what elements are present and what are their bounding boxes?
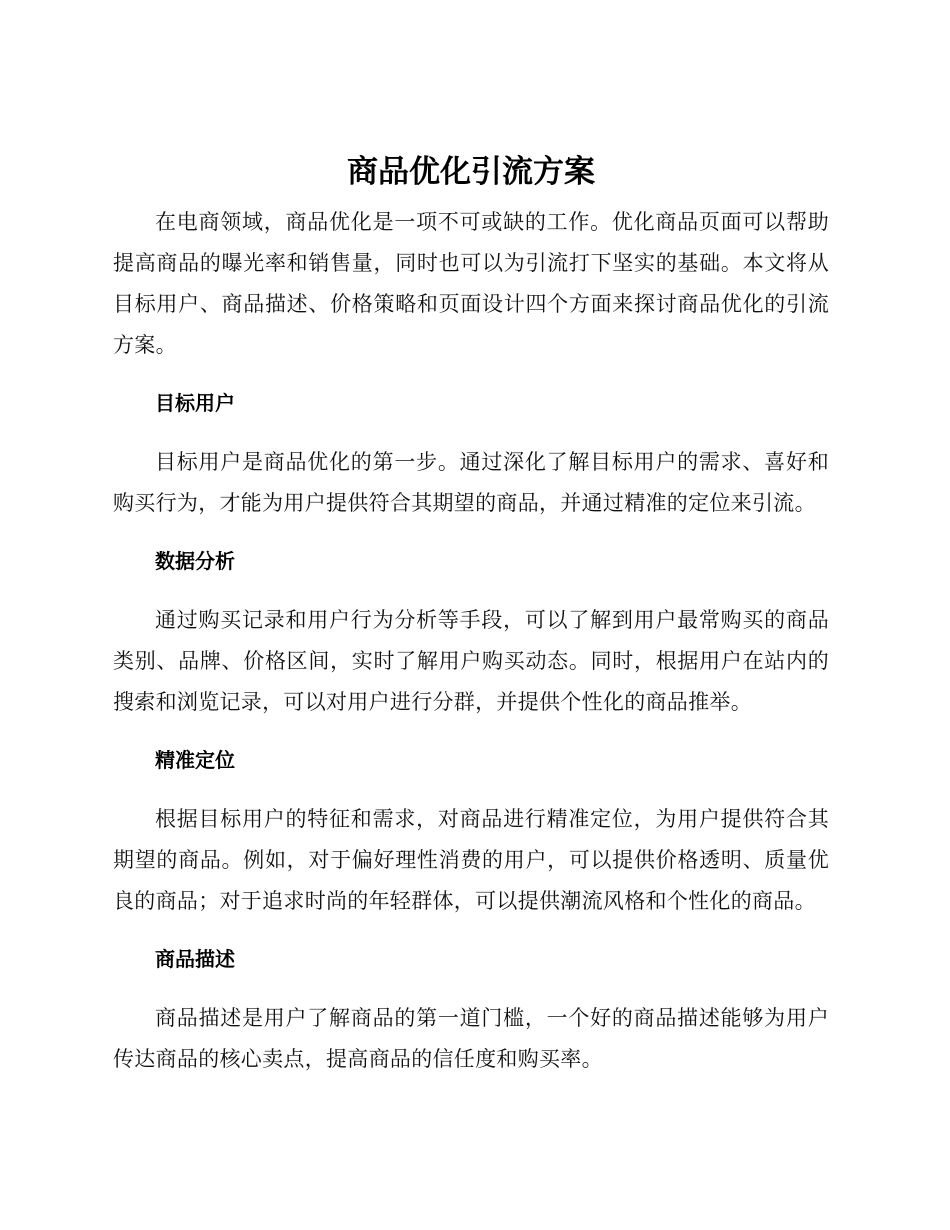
intro-paragraph: 在电商领域，商品优化是一项不可或缺的工作。优化商品页面可以帮助提高商品的曝光率和销售量，同时也可以为引流打下坚实的基础。本文将从目标用户、商品描述、价格策略和页面设计四个方面来探讨商品优化的引流方案。	[113, 210, 829, 357]
section-body-precise-positioning: 根据目标用户的特征和需求，对商品进行精准定位，为用户提供符合其期望的商品。例如，对于偏好理性消费的用户，可以提供价格透明、质量优良的商品；对于追求时尚的年轻群体，可以提供潮流风格和个性化的商品。	[113, 807, 829, 913]
section-heading-product-description: 商品描述	[155, 947, 235, 971]
section-heading-target-users: 目标用户	[155, 391, 235, 415]
document-title: 商品优化引流方案	[347, 154, 595, 190]
section-body-target-users: 目标用户是商品优化的第一步。通过深化了解目标用户的需求、喜好和购买行为，才能为用户提供符合其期望的商品，并通过精准的定位来引流。	[113, 450, 829, 515]
section-heading-data-analysis: 数据分析	[155, 549, 235, 573]
section-body-product-description: 商品描述是用户了解商品的第一道门槛，一个好的商品描述能够为用户传达商品的核心卖点，提高商品的信任度和购买率。	[113, 1006, 829, 1071]
document-content	[113, 146, 829, 1080]
section-body-data-analysis: 通过购买记录和用户行为分析等手段，可以了解到用户最常购买的商品类别、品牌、价格区间，实时了解用户购买动态。同时，根据用户在站内的搜索和浏览记录，可以对用户进行分群，并提供个性化的商品推举。	[113, 608, 829, 714]
section-heading-precise-positioning: 精准定位	[155, 748, 235, 772]
